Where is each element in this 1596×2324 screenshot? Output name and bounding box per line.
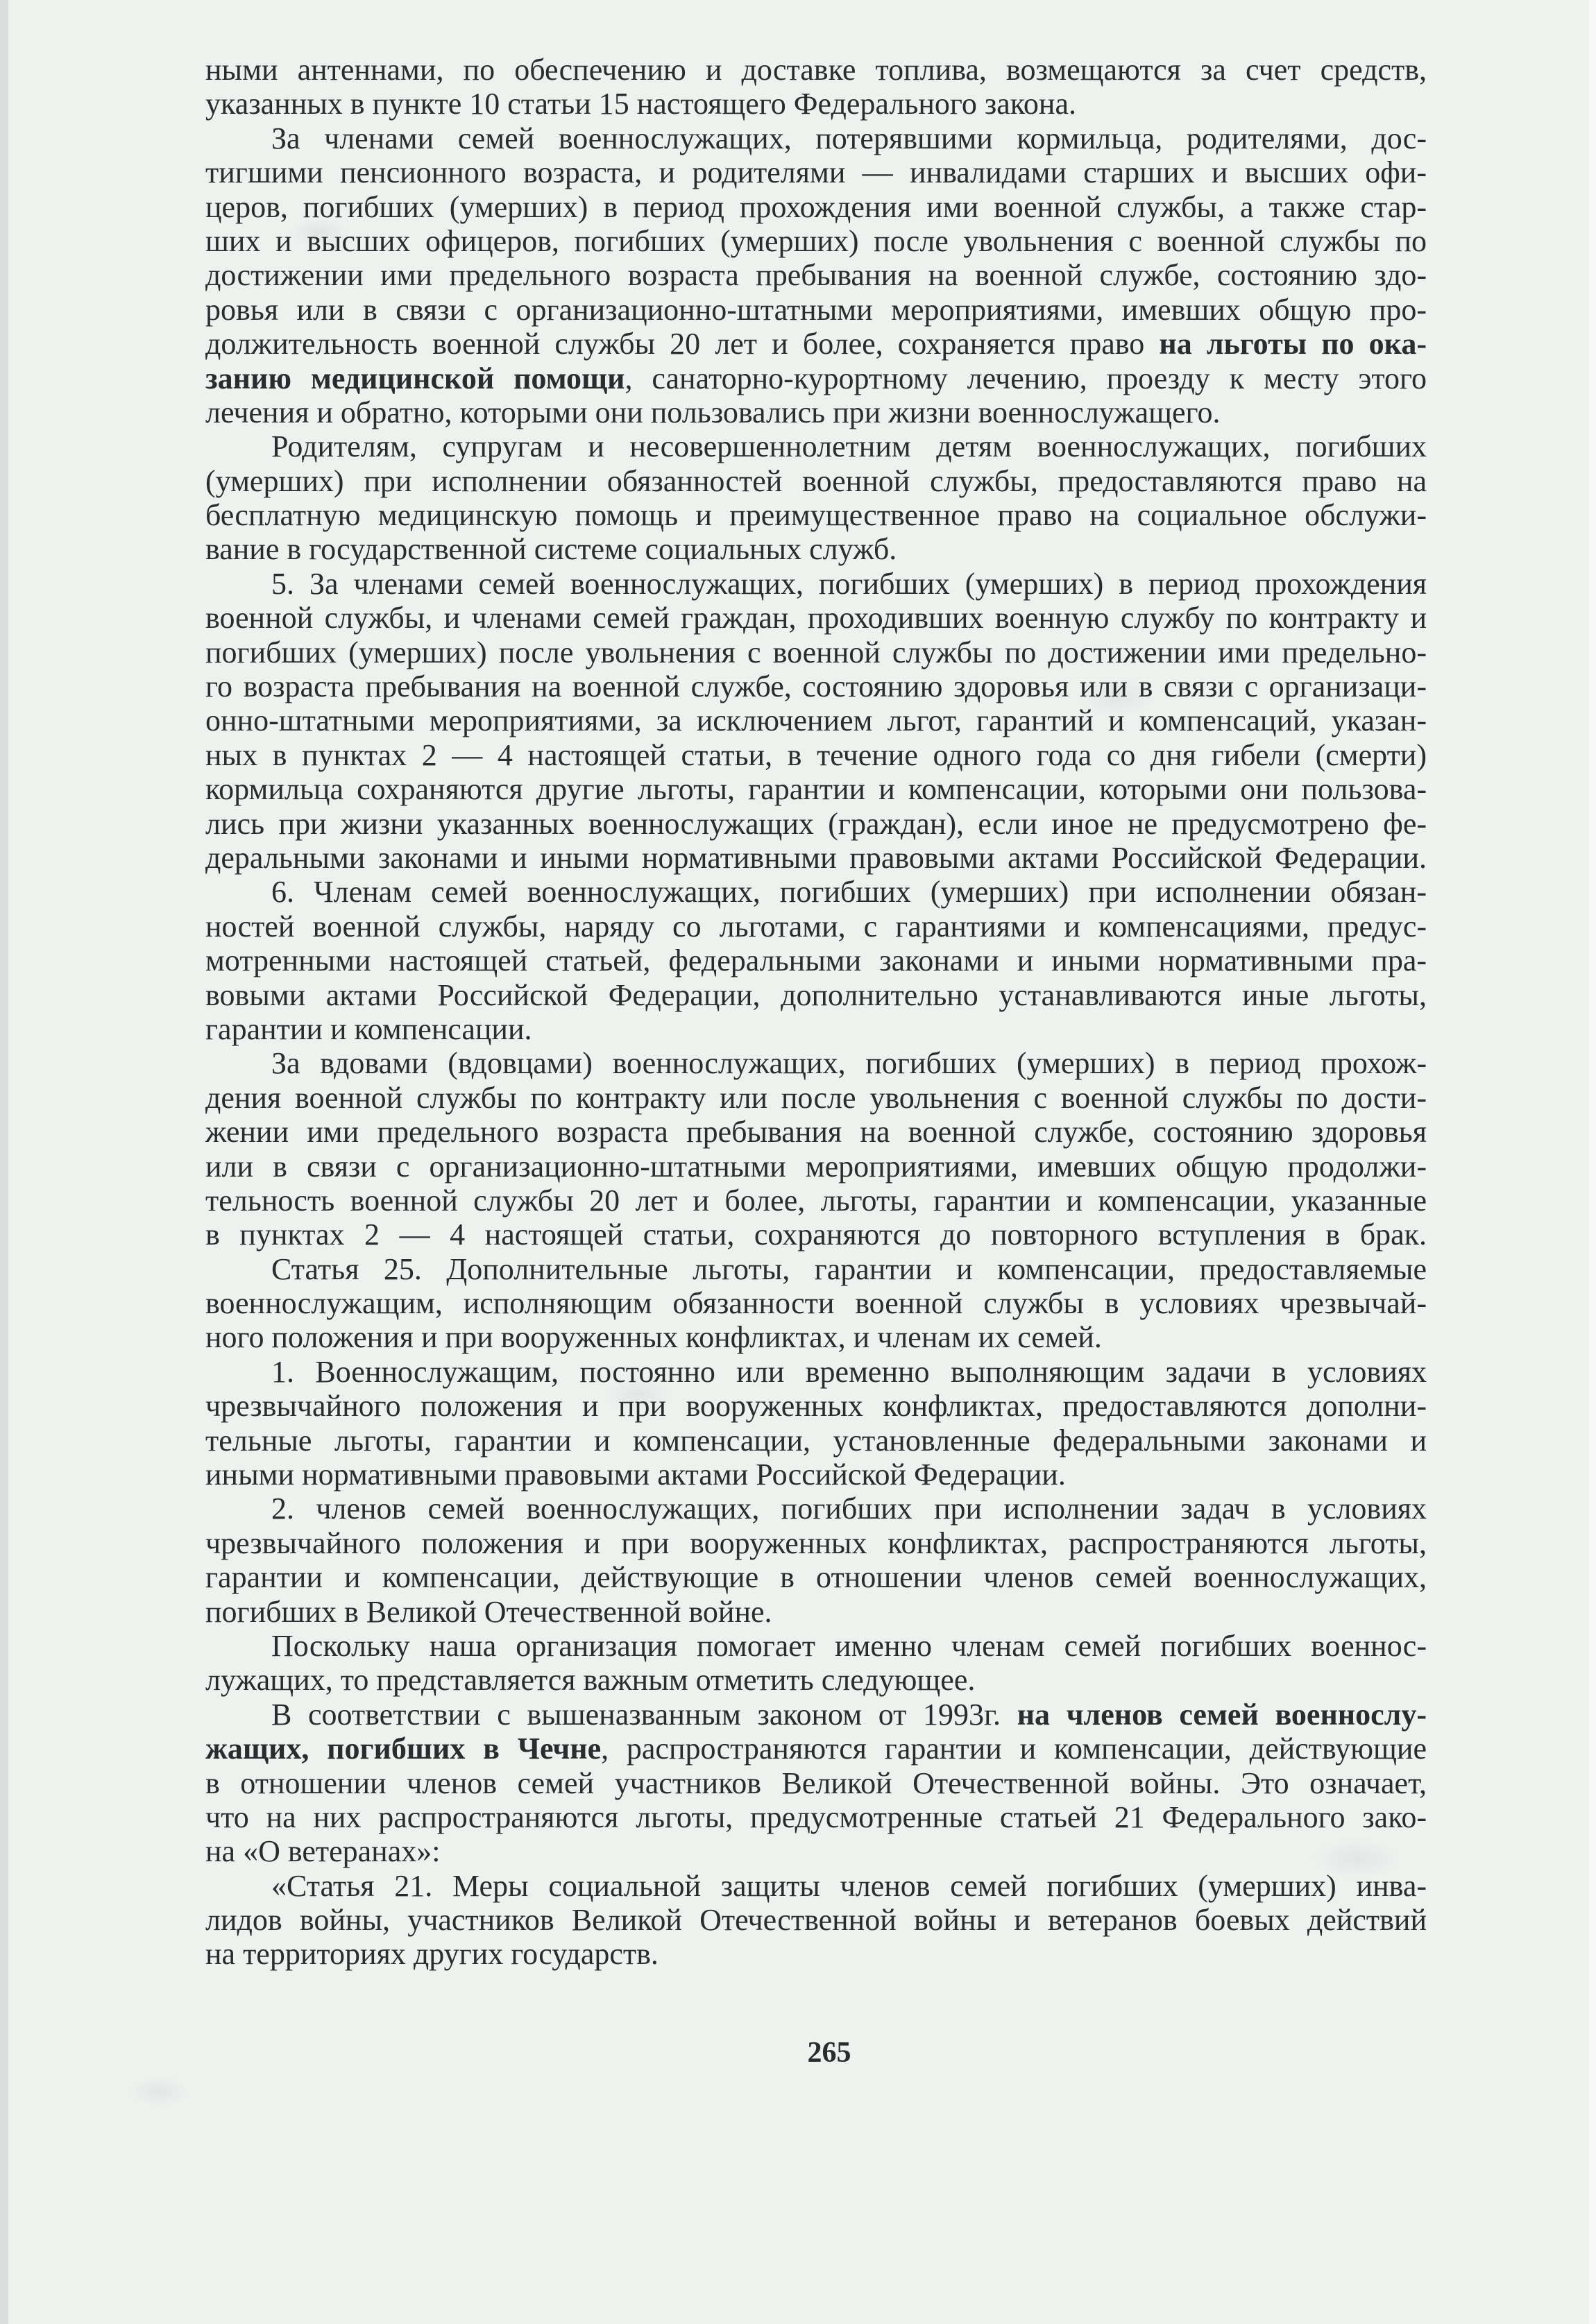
line-text: Поскольку наша организация помогает именно членам семей погибших военнос-	[271, 1628, 1427, 1663]
line-text: или в связи с организационно-штатными мероприятиями, имевших общую продолжи-	[205, 1149, 1427, 1184]
line-text: ными антеннами, по обеспечению и доставке топлива, возмещаются за счет средств,	[205, 53, 1427, 87]
line-text: дения военной службы по контракту или после увольнения с военной службы по дости-	[205, 1080, 1427, 1115]
text-line	[205, 258, 1427, 292]
text-line	[205, 1184, 1427, 1217]
text-line	[205, 909, 1427, 943]
line-text: что на них распространяются льготы, предусмотренные статьей 21 Федерального зако-	[205, 1800, 1427, 1834]
text-line	[205, 567, 1427, 601]
line-text: го возраста пребывания на военной службе, состоянию здоровья или в связи с организаци-	[205, 669, 1427, 704]
text-line	[205, 841, 1427, 875]
text-line	[205, 1698, 1427, 1732]
text-line	[205, 1046, 1427, 1080]
text-line	[205, 464, 1427, 498]
line-text: указанных в пункте 10 статьи 15 настоящего Федерального закона.	[205, 87, 1076, 121]
text-line	[205, 807, 1427, 841]
line-text: жении ими предельного возраста пребывания на военной службе, состоянию здоровья	[205, 1115, 1427, 1150]
line-text: военнослужащим, исполняющим обязанности военной службы в условиях чрезвычай-	[205, 1286, 1427, 1321]
text-line	[205, 875, 1427, 909]
text-line	[205, 1012, 1427, 1046]
text-line	[205, 1595, 1427, 1629]
line-text: гарантии и компенсации.	[205, 1011, 532, 1046]
text-line	[205, 498, 1427, 532]
line-text: 5. За членами семей военнослужащих, погибших (умерших) в период прохождения	[271, 566, 1427, 601]
text-line	[205, 1389, 1427, 1423]
paragraph-article-21	[205, 1869, 1427, 1972]
text-line	[205, 87, 1427, 121]
text-line	[205, 1766, 1427, 1800]
line-text: церов, погибших (умерших) в период прохождения ими военной службы, а также стар-	[205, 189, 1427, 224]
text-line	[205, 1800, 1427, 1834]
text-line	[205, 224, 1427, 258]
text-line	[205, 1492, 1427, 1526]
body-text	[205, 53, 1427, 1972]
text-line	[205, 361, 1427, 395]
text-line	[205, 635, 1427, 669]
text-line	[205, 1663, 1427, 1697]
line-text: тигшими пенсионного возраста, и родителями — инвалидами старших и высших офи-	[205, 155, 1427, 190]
text-line	[205, 1869, 1427, 1903]
text-line	[205, 1526, 1427, 1560]
bold-emphasis: занию медицинской помощи	[205, 361, 625, 395]
text-line	[205, 532, 1427, 566]
paragraph-chechnya	[205, 1698, 1427, 1869]
line-text: ших и высших офицеров, погибших (умерших) после увольнения с военной службы по	[205, 223, 1427, 258]
paragraph-organization	[205, 1629, 1427, 1698]
text-line	[205, 1217, 1427, 1251]
line-text: деральными законами и иными нормативными правовыми актами Российской Федерации.	[205, 840, 1427, 875]
text-line	[205, 155, 1427, 189]
line-text: Статья 25. Дополнительные льготы, гарантии и компенсации, предоставляемые	[271, 1251, 1427, 1286]
line-text: В соответствии с вышеназванным законом от 1993г.	[271, 1697, 1017, 1732]
line-text: достижении ими предельного возраста пребывания на военной службе, состоянию здо-	[205, 258, 1427, 293]
paragraph-family-benefits	[205, 121, 1427, 430]
line-text: погибших (умерших) после увольнения с военной службы по достижении ими предельно-	[205, 635, 1427, 669]
line-text: лечения и обратно, которыми они пользовались при жизни военнослужащего.	[205, 395, 1221, 429]
text-line	[205, 1286, 1427, 1320]
text-line	[205, 601, 1427, 635]
text-line	[205, 1560, 1427, 1594]
line-text: в пунктах 2 — 4 настоящей статьи, сохраняются до повторного вступления в брак.	[205, 1217, 1427, 1252]
text-line	[205, 1629, 1427, 1663]
page-left-edge-shadow	[0, 0, 8, 2324]
line-text: иными нормативными правовыми актами Российской Федерации.	[205, 1458, 1066, 1492]
text-line	[205, 1834, 1427, 1868]
line-text: чрезвычайного положения и при вооруженных конфликтах, распространяются льготы,	[205, 1526, 1427, 1560]
text-line	[205, 1937, 1427, 1971]
line-text: ностей военной службы, наряду со льготами, с гарантиями и компенсациями, предус-	[205, 909, 1427, 943]
text-line	[205, 1458, 1427, 1492]
text-line	[205, 703, 1427, 737]
line-text: Родителям, супругам и несовершеннолетним детям военнослужащих, погибших	[271, 429, 1427, 464]
text-line	[205, 943, 1427, 977]
paragraph-item-5	[205, 567, 1427, 875]
text-line	[205, 1732, 1427, 1766]
page-number: 265	[807, 2037, 851, 2069]
line-text: онно-штатными мероприятиями, за исключением льгот, гарантий и компенсаций, указан-	[205, 703, 1427, 738]
line-text: кормильца сохраняются другие льготы, гарантии и компенсации, которыми они пользова-	[205, 772, 1427, 807]
line-text: (умерших) при исполнении обязанностей военной службы, предоставляются право на	[205, 463, 1427, 498]
text-line	[205, 772, 1427, 806]
line-text: , санаторно-курортному лечению, проезду к месту этого	[625, 361, 1427, 395]
line-text: 6. Членам семей военнослужащих, погибших (умерших) при исполнении обязан-	[271, 875, 1427, 909]
page-right-edge	[1589, 0, 1596, 2324]
line-text: вовыми актами Российской Федерации, дополнительно устанавливаются иные льготы,	[205, 977, 1427, 1012]
text-line	[205, 53, 1427, 87]
line-text: гарантии и компенсации, действующие в отношении членов семей военнослужащих,	[205, 1560, 1427, 1595]
bold-emphasis: на членов семей военнослу-	[1017, 1697, 1427, 1732]
text-line	[205, 1320, 1427, 1354]
text-line	[205, 1115, 1427, 1149]
line-text: бесплатную медицинскую помощь и преимущественное право на социальное обслужи-	[205, 498, 1427, 533]
text-line	[205, 1355, 1427, 1389]
paragraph-continuation	[205, 53, 1427, 121]
paragraph-article-25	[205, 1252, 1427, 1355]
text-line	[205, 1081, 1427, 1115]
text-line	[205, 1150, 1427, 1184]
line-text: на «О ветеранах»:	[205, 1834, 441, 1869]
line-text: мотренными настоящей статьей, федеральными законами и иными нормативными пра-	[205, 943, 1427, 978]
line-text: на территориях других государств.	[205, 1937, 659, 1972]
paragraph-article-25-item-1	[205, 1355, 1427, 1492]
line-text: «Статья 21. Меры социальной защиты членов семей погибших (умерших) инва-	[271, 1868, 1427, 1903]
text-line	[205, 738, 1427, 772]
text-line	[205, 429, 1427, 463]
paragraph-article-25-item-2	[205, 1492, 1427, 1629]
text-line	[205, 1903, 1427, 1937]
line-text: военной службы, и членами семей граждан, проходивших военную службу по контракту и	[205, 601, 1427, 635]
line-text: тельные льготы, гарантии и компенсации, установленные федеральными законами и	[205, 1423, 1427, 1458]
line-text: чрезвычайного положения и при вооруженных конфликтах, предоставляются дополни-	[205, 1389, 1427, 1424]
bold-emphasis: на льготы по ока-	[1159, 327, 1427, 361]
text-line	[205, 327, 1427, 361]
line-text: За членами семей военнослужащих, потерявшими кормильца, родителями, дос-	[271, 121, 1427, 155]
line-text: лись при жизни указанных военнослужащих (граждан), если иное не предусмотрено фе-	[205, 806, 1427, 841]
bold-emphasis: жащих, погибших в Чечне	[205, 1732, 602, 1766]
paragraph-item-6	[205, 875, 1427, 1046]
line-text: 1. Военнослужащим, постоянно или временно выполняющим задачи в условиях	[271, 1354, 1427, 1389]
line-text: За вдовами (вдовцами) военнослужащих, погибших (умерших) в период прохож-	[271, 1046, 1427, 1081]
text-line	[205, 395, 1427, 429]
text-line	[205, 121, 1427, 155]
text-line	[205, 293, 1427, 327]
line-text: ного положения и при вооруженных конфликтах, и членам их семей.	[205, 1320, 1102, 1355]
line-text: лужащих, то представляется важным отметить следующее.	[205, 1663, 976, 1698]
paragraph-parents-spouses	[205, 429, 1427, 567]
text-line	[205, 190, 1427, 224]
text-line	[205, 1424, 1427, 1458]
line-text: вание в государственной системе социальных служб.	[205, 532, 897, 567]
line-text: погибших в Великой Отечественной войне.	[205, 1594, 772, 1629]
line-text: 2. членов семей военнослужащих, погибших при исполнении задач в условиях	[271, 1492, 1427, 1526]
text-line	[205, 1252, 1427, 1286]
line-text: должительность военной службы 20 лет и более, сохраняется право	[205, 327, 1160, 361]
line-text: лидов войны, участников Великой Отечественной войны и ветеранов боевых действий	[205, 1903, 1427, 1938]
line-text: ных в пунктах 2 — 4 настоящей статьи, в течение одного года со дня гибели (смерти)	[205, 737, 1427, 772]
line-text: тельность военной службы 20 лет и более, льготы, гарантии и компенсации, указанные	[205, 1183, 1427, 1217]
line-text: в отношении членов семей участников Великой Отечественной войны. Это означает,	[205, 1766, 1427, 1800]
line-text: ровья или в связи с организационно-штатными мероприятиями, имевших общую про-	[205, 292, 1427, 327]
text-line	[205, 669, 1427, 703]
line-text: , распространяются гарантии и компенсации, действующие	[601, 1732, 1427, 1766]
paragraph-widows	[205, 1046, 1427, 1251]
text-line	[205, 978, 1427, 1012]
